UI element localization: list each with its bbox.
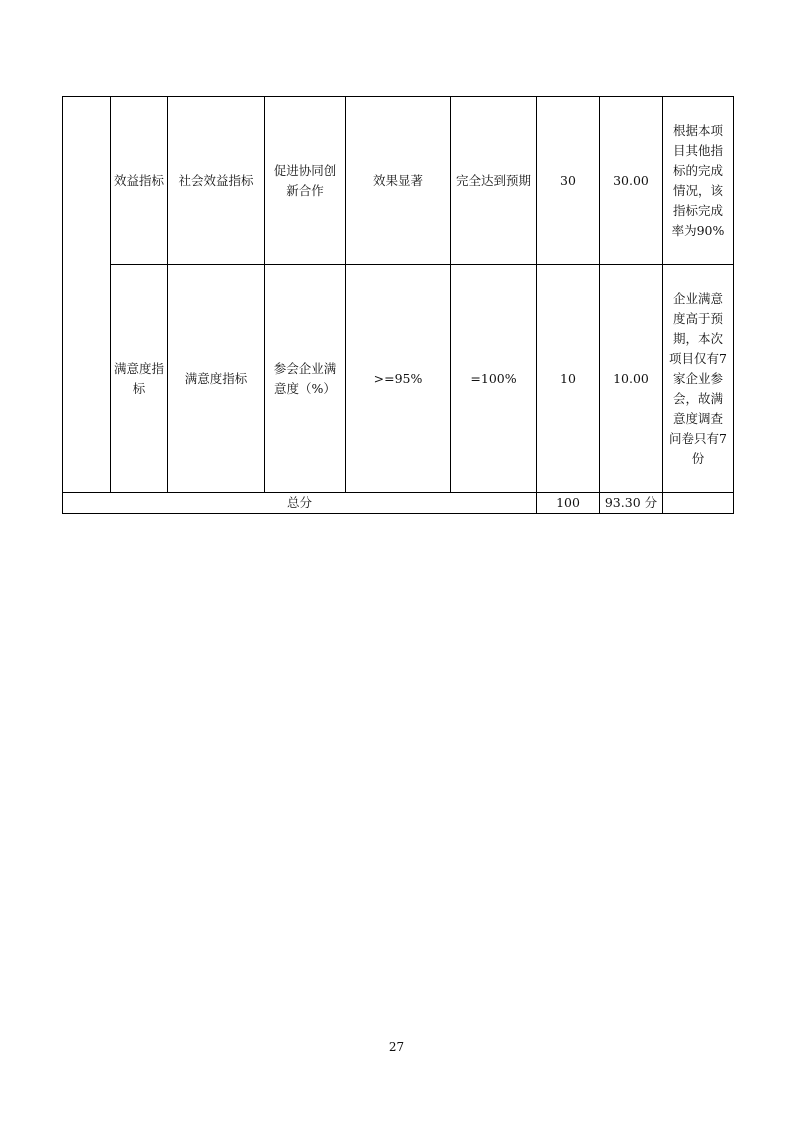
level3-cell: 社会效益指标	[168, 97, 265, 265]
performance-table	[62, 96, 734, 514]
total-score: 93.30 分	[600, 493, 663, 514]
table-row	[63, 265, 734, 493]
indicator-cell: 参会企业满意度（%）	[265, 265, 346, 493]
note-cell: 根据本项目其他指标的完成情况，该指标完成率为90%	[663, 97, 734, 265]
total-note	[663, 493, 734, 514]
indicator-cell: 促进协同创新合作	[265, 97, 346, 265]
weight-cell: 10	[537, 265, 600, 493]
target-cell: 效果显著	[346, 97, 451, 265]
table-row	[63, 97, 734, 265]
actual-cell: =100%	[451, 265, 537, 493]
total-label: 总分	[63, 493, 537, 514]
page-number: 27	[388, 1040, 405, 1054]
weight-cell: 30	[537, 97, 600, 265]
target-cell: >=95%	[346, 265, 451, 493]
score-cell: 30.00	[600, 97, 663, 265]
score-cell: 10.00	[600, 265, 663, 493]
level2-cell: 效益指标	[111, 97, 168, 265]
level2-cell: 满意度指标	[111, 265, 168, 493]
note-cell: 企业满意度高于预期，本次项目仅有7家企业参会，故满意度调查问卷只有7份	[663, 265, 734, 493]
total-row	[63, 493, 734, 514]
level3-cell: 满意度指标	[168, 265, 265, 493]
level1-cell	[63, 97, 111, 493]
actual-cell: 完全达到预期	[451, 97, 537, 265]
total-weight: 100	[537, 493, 600, 514]
